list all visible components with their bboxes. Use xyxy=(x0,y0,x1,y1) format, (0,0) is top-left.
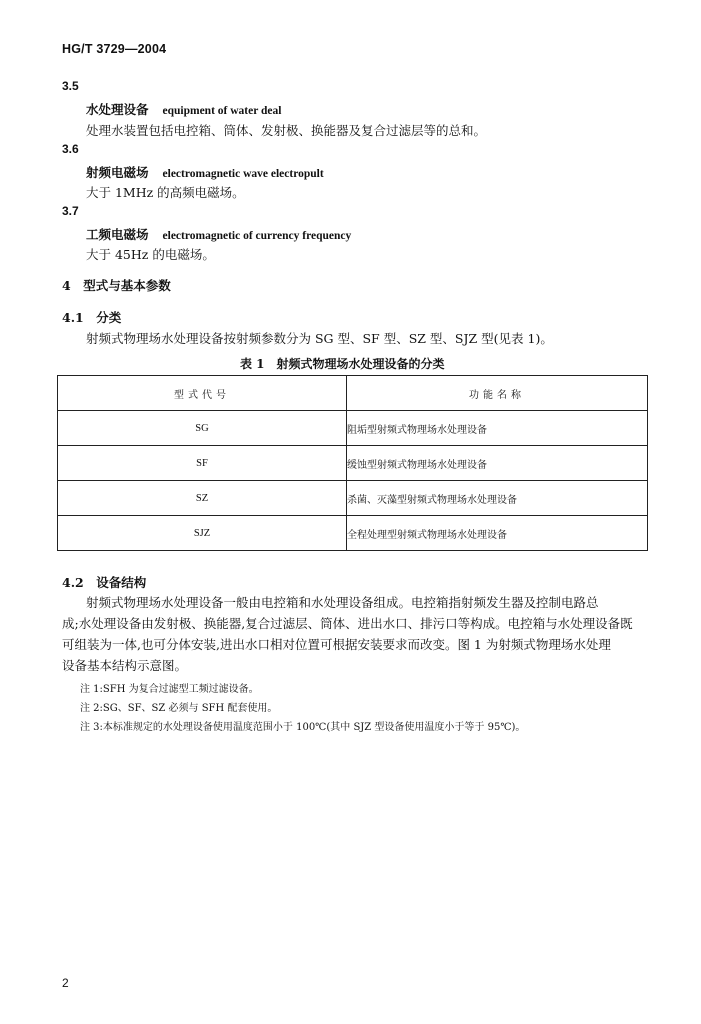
note: 注 1:SFH 为复合过滤型工频过滤设备。 xyxy=(80,684,259,695)
function-name-cell: 阻垢型射频式物理场水处理设备 xyxy=(347,411,648,446)
section-heading: 4 型式与基本参数 xyxy=(62,278,171,293)
function-name-cell: 杀菌、灭藻型射频式物理场水处理设备 xyxy=(347,481,648,516)
function-name-cell: 缓蚀型射频式物理场水处理设备 xyxy=(347,446,648,481)
type-code-cell: SZ xyxy=(58,481,347,516)
standard-code-header: HG/T 3729—2004 xyxy=(62,42,167,56)
term-heading xyxy=(86,162,324,181)
type-code-cell: SF xyxy=(58,446,347,481)
table-row xyxy=(58,516,648,551)
term-definition: 大于 1MHz 的高频电磁场。 xyxy=(86,185,245,200)
structure-paragraph-line: 设备基本结构示意图。 xyxy=(62,658,188,673)
note: 注 2:SG、SF、SZ 必须与 SFH 配套使用。 xyxy=(80,703,278,714)
table-row xyxy=(58,411,648,446)
clause-number: 3.7 xyxy=(62,204,79,218)
term-chinese: 射频电磁场 xyxy=(86,165,149,180)
term-chinese: 工频电磁场 xyxy=(86,227,149,242)
classification-text: 射频式物理场水处理设备按射频参数分为 SG 型、SF 型、SZ 型、SJZ 型(见表 1)。 xyxy=(86,331,553,346)
structure-paragraph-line: 成;水处理设备由发射极、换能器,复合过滤层、筒体、进出水口、排污口等构成。电控箱与水处理设备既 xyxy=(62,616,633,631)
term-heading xyxy=(86,99,281,118)
table-header-row xyxy=(58,376,648,411)
type-code-cell: SG xyxy=(58,411,347,446)
term-definition: 处理水装置包括电控箱、筒体、发射极、换能器及复合过滤层等的总和。 xyxy=(86,123,487,138)
subsection-heading: 4.2 设备结构 xyxy=(62,575,147,590)
note: 注 3:本标准规定的水处理设备使用温度范围小于 100℃(其中 SJZ 型设备使用温度小于等于 95℃)。 xyxy=(80,722,526,733)
term-chinese: 水处理设备 xyxy=(86,102,149,117)
structure-paragraph-line: 射频式物理场水处理设备一般由电控箱和水处理设备组成。电控箱指射频发生器及控制电路总 xyxy=(86,595,599,610)
term-english: electromagnetic of currency frequency xyxy=(162,230,352,242)
term-english: equipment of water deal xyxy=(162,105,282,117)
clause-number: 3.6 xyxy=(62,142,79,156)
column-header-type-code: 型式代号 xyxy=(58,376,347,411)
structure-paragraph-line: 可组装为一体,也可分体安装,进出水口相对位置可根据安装要求而改变。图 1 为射频式物理场水处理 xyxy=(62,637,611,652)
clause-number: 3.5 xyxy=(62,79,79,93)
function-name-cell: 全程处理型射频式物理场水处理设备 xyxy=(347,516,648,551)
table-caption: 表 1 射频式物理场水处理设备的分类 xyxy=(240,357,445,371)
page-number: 2 xyxy=(62,976,69,990)
type-code-cell: SJZ xyxy=(58,516,347,551)
classification-table xyxy=(57,375,648,551)
column-header-function-name: 功能名称 xyxy=(347,376,648,411)
table-row xyxy=(58,481,648,516)
term-definition: 大于 45Hz 的电磁场。 xyxy=(86,247,215,262)
table-row xyxy=(58,446,648,481)
term-heading xyxy=(86,224,351,243)
subsection-heading: 4.1 分类 xyxy=(62,310,122,325)
term-english: electromagnetic wave electropult xyxy=(162,168,324,180)
